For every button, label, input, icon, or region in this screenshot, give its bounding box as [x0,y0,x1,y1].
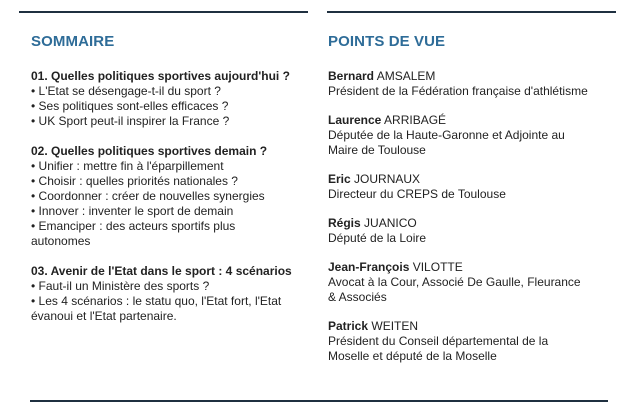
bullet-item: • Les 4 scénarios : le statu quo, l'Etat fort, l'Etat évanoui et l'Etat partenaire. [31,294,282,323]
sommaire-column [31,32,293,339]
contributor [328,172,590,202]
top-left-divider [19,11,308,13]
bullet-item: • Emanciper : des acteurs sportifs plus autonomes [31,219,236,248]
contributor [328,260,590,305]
contributor-role: Président du Conseil départemental de la Moselle et député de la Moselle [328,334,549,363]
contributor-role: Avocat à la Cour, Associé De Gaulle, Fleurance & Associés [328,275,581,304]
bottom-divider [30,400,608,402]
bullet-item: • UK Sport peut-il inspirer la France ? [31,114,230,128]
contributor-first-name: Patrick [328,319,369,333]
contributor-last-name: VILOTTE [412,260,463,274]
contributor-name [328,260,590,275]
contributor-name [328,69,590,84]
bullet-item: • Unifier : mettre fin à l'éparpillement [31,159,224,173]
points-de-vue-column [328,32,590,378]
section-title: 02. Quelles politiques sportives demain ? [31,144,268,158]
bullet-item: • Choisir : quelles priorités nationales ? [31,174,238,188]
contributor [328,113,590,158]
contributor-first-name: Régis [328,216,361,230]
contributor-first-name: Eric [328,172,351,186]
contributor-role: Député de la Loire [328,231,427,245]
contributor-last-name: ARRIBAGÉ [384,113,447,127]
sommaire-section [31,264,293,324]
points-de-vue-heading: POINTS DE VUE [328,33,446,50]
contributor-first-name: Jean-François [328,260,410,274]
contributor-role: Députée de la Haute-Garonne et Adjointe au Maire de Toulouse [328,128,565,157]
section-title: 03. Avenir de l'Etat dans le sport : 4 scénarios [31,264,292,278]
contributor-role: Président de la Fédération française d'athlétisme [328,84,588,98]
bullet-item: • Coordonner : créer de nouvelles synergies [31,189,265,203]
bullet-item: • Ses politiques sont-elles efficaces ? [31,99,229,113]
contributor-name [328,172,590,187]
bullet-item: • Faut-il un Ministère des sports ? [31,279,210,293]
sommaire-section [31,144,293,249]
bullet-item: • Innover : inventer le sport de demain [31,204,234,218]
contributor-last-name: JUANICO [364,216,417,230]
sommaire-section [31,69,293,129]
contributor [328,69,590,99]
contributor [328,319,590,364]
contributor-first-name: Laurence [328,113,382,127]
sommaire-heading: SOMMAIRE [31,33,115,50]
contributor-name [328,319,590,334]
top-right-divider [327,11,616,13]
contributor-last-name: JOURNAUX [354,172,421,186]
contributor [328,216,590,246]
contributor-name [328,113,590,128]
contributor-first-name: Bernard [328,69,375,83]
contributor-name [328,216,590,231]
contributor-role: Directeur du CREPS de Toulouse [328,187,506,201]
section-title: 01. Quelles politiques sportives aujourd'hui ? [31,69,290,83]
contributor-last-name: AMSALEM [376,69,436,83]
bullet-item: • L'Etat se désengage-t-il du sport ? [31,84,221,98]
contributor-last-name: WEITEN [371,319,419,333]
